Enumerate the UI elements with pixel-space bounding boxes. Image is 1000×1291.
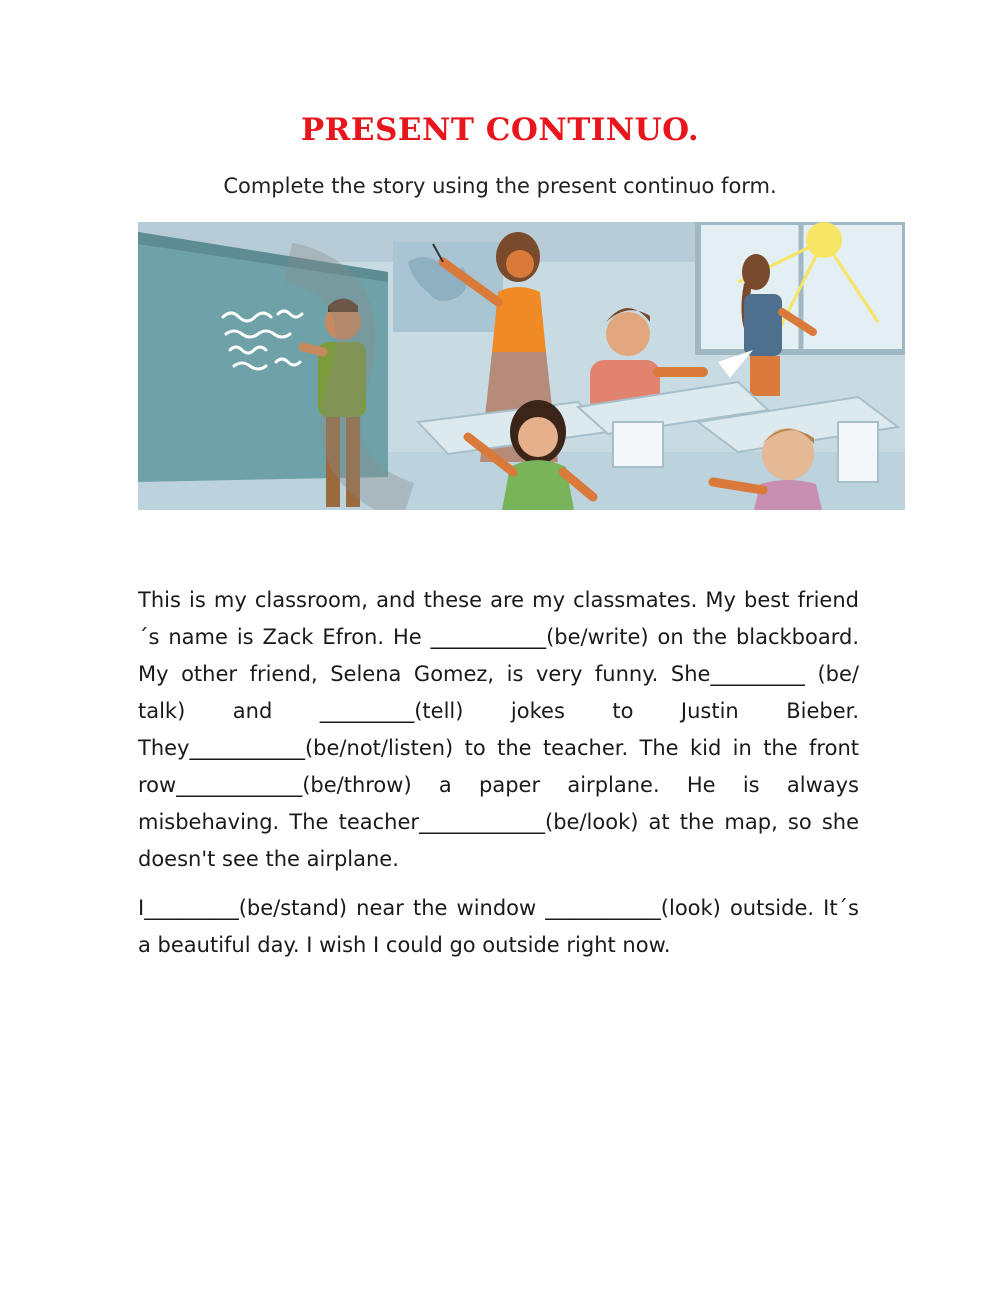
- worksheet-title: PRESENT CONTINUO.: [300, 112, 700, 148]
- story-paragraph-2: I_________(be/stand) near the window ___________(look) outside. It´s a beautiful day. I wish I could go outside right now.: [138, 896, 859, 957]
- story-paragraph-1: This is my classroom, and these are my classmates. My best friend´s name is Zack Efron. He ___________(be/write) on the blackboard. My other friend, Selena Gomez, is very funny. She_________ (be/ talk) and _________(tell) jokes to Justin Bieber. They___________(be/not/listen) to the teacher. The kid in the front row____________(be/throw) a paper airplane. He is always misbehaving. The teacher____________(be/look) at the map, so she doesn't see the airplane.: [138, 588, 859, 871]
- worksheet-instructions: Complete the story using the present continuo form.: [223, 174, 777, 198]
- classroom-illustration: [138, 222, 905, 510]
- story-text: [138, 582, 859, 976]
